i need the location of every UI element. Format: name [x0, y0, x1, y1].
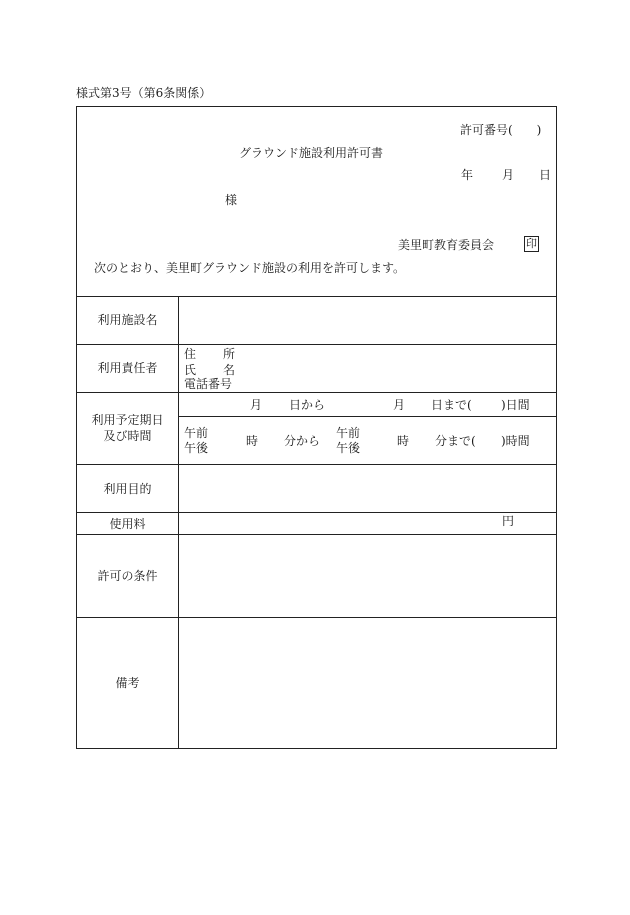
start-minute: 分から [284, 434, 321, 448]
responsible-label: 利用責任者 [97, 361, 158, 375]
seal-mark: 印 [526, 237, 537, 250]
period-days-total: )日間 [501, 398, 530, 412]
period-from-day: 日から [289, 398, 326, 412]
name-field-b: 名 [223, 363, 236, 377]
row-rule [77, 512, 556, 513]
permit-form [76, 106, 557, 749]
form-number: 様式第3号（第6条関係） [76, 86, 212, 100]
end-pm: 午後 [336, 441, 361, 455]
period-hours-total: )時間 [501, 434, 530, 448]
period-label-line2: 及び時間 [103, 429, 152, 443]
row-rule [77, 617, 556, 618]
start-hour: 時 [246, 434, 259, 448]
period-month1: 月 [250, 398, 263, 412]
document-title: グラウンド施設利用許可書 [239, 146, 384, 160]
period-to-day: 日まで( [431, 398, 472, 412]
name-field-a: 氏 [184, 363, 197, 377]
period-label-line1: 利用予定期日 [91, 413, 164, 427]
remarks-label: 備考 [115, 676, 140, 690]
start-am: 午前 [184, 426, 209, 440]
end-am: 午前 [336, 426, 361, 440]
period-month2: 月 [393, 398, 406, 412]
row-rule [77, 464, 556, 465]
row-rule [77, 534, 556, 535]
end-minute: 分まで( [435, 434, 476, 448]
address-field-b: 所 [223, 347, 236, 361]
conditions-label: 許可の条件 [97, 569, 158, 583]
permit-number: 許可番号( ) [460, 123, 542, 137]
label-column-rule [178, 296, 179, 748]
sub-row-rule [178, 416, 556, 417]
end-hour: 時 [397, 434, 410, 448]
phone-field: 電話番号 [184, 377, 233, 391]
date-year: 年 [461, 168, 474, 182]
date-month: 月 [502, 168, 515, 182]
purpose-label: 利用目的 [103, 482, 152, 496]
table-top-rule [77, 296, 556, 297]
addressee-suffix: 様 [225, 193, 238, 207]
facility-label: 利用施設名 [97, 313, 158, 327]
row-rule [77, 392, 556, 393]
address-field-a: 住 [184, 347, 197, 361]
date-day: 日 [539, 168, 552, 182]
fee-label: 使用料 [109, 517, 146, 531]
permit-statement: 次のとおり、美里町グラウンド施設の利用を許可します。 [94, 261, 406, 275]
fee-unit: 円 [502, 514, 515, 528]
issuer-name: 美里町教育委員会 [398, 238, 495, 252]
row-rule [77, 344, 556, 345]
start-pm: 午後 [184, 441, 209, 455]
